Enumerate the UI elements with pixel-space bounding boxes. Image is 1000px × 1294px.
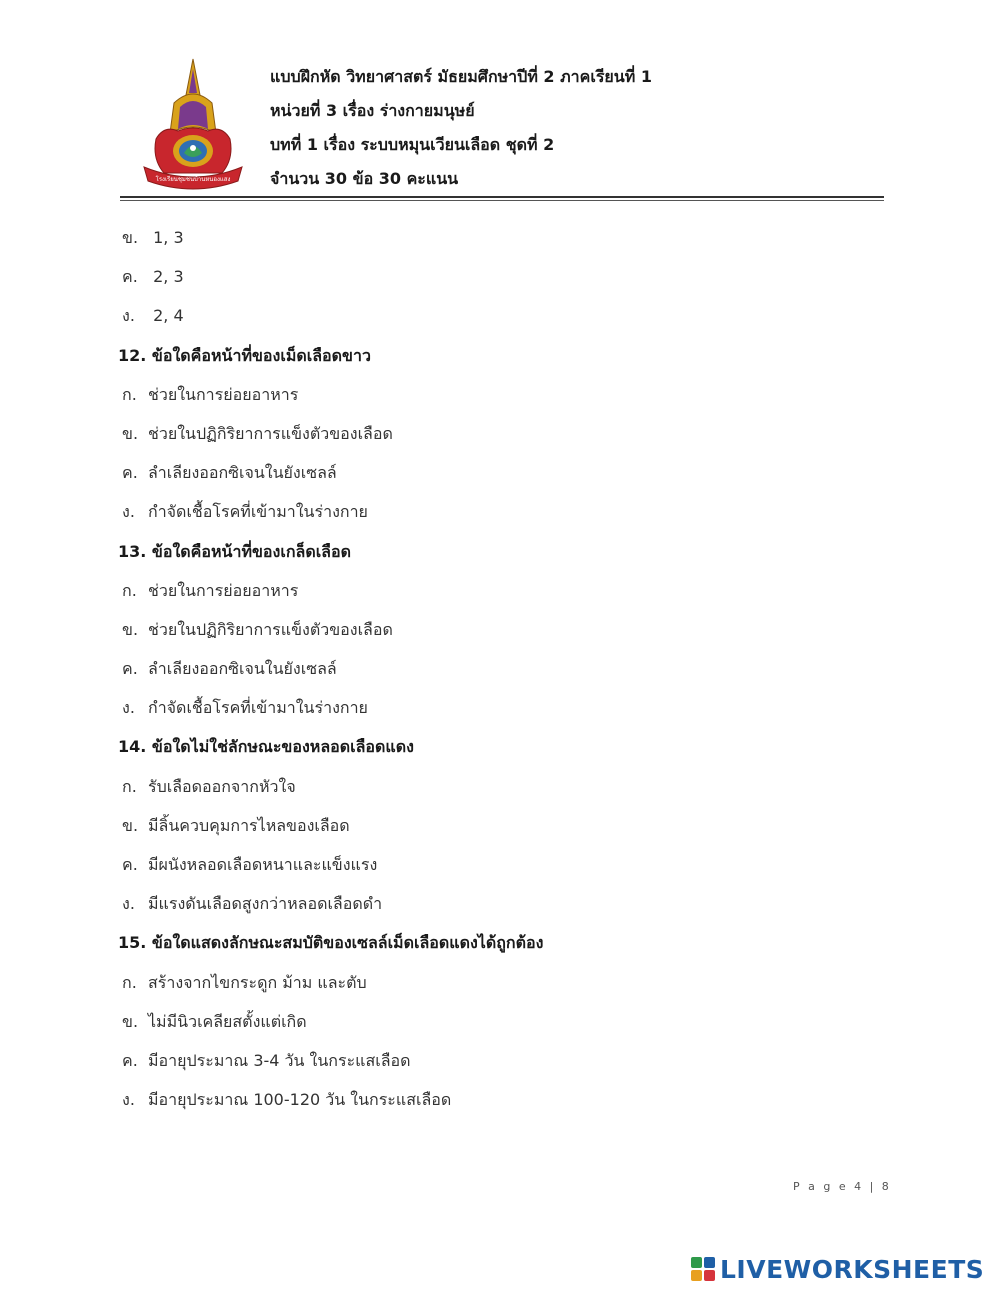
option-text: ลำเลียงออกซิเจนในยังเซลล์ xyxy=(148,463,337,483)
logo-ribbon-text: โรงเรียนชุมชนบ้านหนองแสง xyxy=(155,176,231,183)
option-text: 2, 3 xyxy=(153,267,184,287)
header-title: แบบฝึกหัด วิทยาศาสตร์ มัธยมศึกษาปีที่ 2 ภาคเรียนที่ 1 xyxy=(270,67,652,86)
option-text: กำจัดเชื้อโรคที่เข้ามาในร่างกาย xyxy=(148,698,368,718)
header-count: จำนวน 30 ข้อ 30 คะแนน xyxy=(270,169,459,188)
option-text: ช่วยในปฏิกิริยาการแข็งตัวของเลือด xyxy=(148,619,393,639)
question-title: 12. ข้อใดคือหน้าที่ของเม็ดเลือดขาว xyxy=(118,345,371,365)
worksheet-content xyxy=(118,222,898,1123)
option-letter: ข. xyxy=(122,228,139,247)
option-row[interactable] xyxy=(118,810,898,849)
option-text: มีลิ้นควบคุมการไหลของเลือด xyxy=(148,815,350,835)
option-row[interactable] xyxy=(118,849,898,888)
option-row[interactable] xyxy=(118,614,898,653)
option-row[interactable] xyxy=(118,300,898,339)
option-letter: ง. xyxy=(122,306,135,326)
option-text: ไม่มีนิวเคลียสตั้งแต่เกิด xyxy=(148,1011,307,1031)
option-row[interactable] xyxy=(118,379,898,418)
option-row[interactable] xyxy=(118,222,898,261)
option-row[interactable] xyxy=(118,457,898,496)
option-text: ช่วยในปฏิกิริยาการแข็งตัวของเลือด xyxy=(148,423,393,443)
page-number: P a g e 4 | 8 xyxy=(793,1180,892,1193)
header-chapter: บทที่ 1 เรื่อง ระบบหมุนเวียนเลือด ชุดที่ 2 xyxy=(270,135,555,154)
option-letter: ก. xyxy=(122,972,137,992)
option-text: มีอายุประมาณ 3-4 วัน ในกระแสเลือด xyxy=(148,1050,411,1070)
question-title: 15. ข้อใดแสดงลักษณะสมบัติของเซลล์เม็ดเลือดแดงได้ถูกต้อง xyxy=(118,933,544,953)
option-row[interactable] xyxy=(118,261,898,300)
question-title: 14. ข้อใดไม่ใช่ลักษณะของหลอดเลือดแดง xyxy=(118,737,414,757)
header-unit: หน่วยที่ 3 เรื่อง ร่างกายมนุษย์ xyxy=(270,101,475,120)
option-row[interactable] xyxy=(118,967,898,1006)
option-letter: ค. xyxy=(122,855,138,874)
option-letter: ข. xyxy=(122,423,139,443)
option-text: กำจัดเชื้อโรคที่เข้ามาในร่างกาย xyxy=(148,502,368,522)
school-emblem-icon xyxy=(134,55,252,195)
option-text: มีอายุประมาณ 100-120 วัน ในกระแสเลือด xyxy=(148,1090,452,1110)
option-letter: ง. xyxy=(122,698,135,718)
option-row[interactable] xyxy=(118,575,898,614)
header-divider xyxy=(120,196,884,198)
liveworksheets-logo-icon xyxy=(690,1256,716,1282)
option-letter: ค. xyxy=(122,267,138,287)
option-text: มีแรงดันเลือดสูงกว่าหลอดเลือดดำ xyxy=(148,894,383,914)
option-text: 1, 3 xyxy=(153,228,184,247)
option-row[interactable] xyxy=(118,653,898,692)
option-letter: ข. xyxy=(122,1011,139,1031)
option-row[interactable] xyxy=(118,771,898,810)
option-row[interactable] xyxy=(118,888,898,927)
liveworksheets-brand[interactable] xyxy=(690,1254,984,1284)
option-row[interactable] xyxy=(118,692,898,731)
option-letter: ก. xyxy=(122,384,137,404)
question-title: 13. ข้อใดคือหน้าที่ของเกล็ดเลือด xyxy=(118,541,351,561)
option-letter: ง. xyxy=(122,502,135,522)
option-text: ช่วยในการย่อยอาหาร xyxy=(148,580,299,600)
option-letter: ค. xyxy=(122,1050,138,1070)
option-row[interactable] xyxy=(118,418,898,457)
option-row[interactable] xyxy=(118,496,898,535)
option-letter: ข. xyxy=(122,619,139,639)
option-text: ช่วยในการย่อยอาหาร xyxy=(148,384,299,404)
option-row[interactable] xyxy=(118,1045,898,1084)
option-text: มีผนังหลอดเลือดหนาและแข็งแรง xyxy=(148,855,378,874)
option-letter: ค. xyxy=(122,463,138,483)
option-letter: ค. xyxy=(122,659,138,679)
school-logo xyxy=(134,55,252,195)
option-text: รับเลือดออกจากหัวใจ xyxy=(148,776,296,796)
option-letter: ง. xyxy=(122,894,135,914)
option-letter: ง. xyxy=(122,1090,135,1110)
option-row[interactable] xyxy=(118,1084,898,1123)
header xyxy=(270,60,652,196)
option-text: 2, 4 xyxy=(153,306,184,326)
option-text: สร้างจากไขกระดูก ม้าม และตับ xyxy=(148,972,367,992)
option-row[interactable] xyxy=(118,1006,898,1045)
option-letter: ก. xyxy=(122,776,137,796)
option-text: ลำเลียงออกซิเจนในยังเซลล์ xyxy=(148,659,337,679)
option-letter: ข. xyxy=(122,815,139,835)
header-divider-thin xyxy=(120,200,884,201)
option-letter: ก. xyxy=(122,580,137,600)
brand-name: LIVEWORKSHEETS xyxy=(720,1254,985,1284)
